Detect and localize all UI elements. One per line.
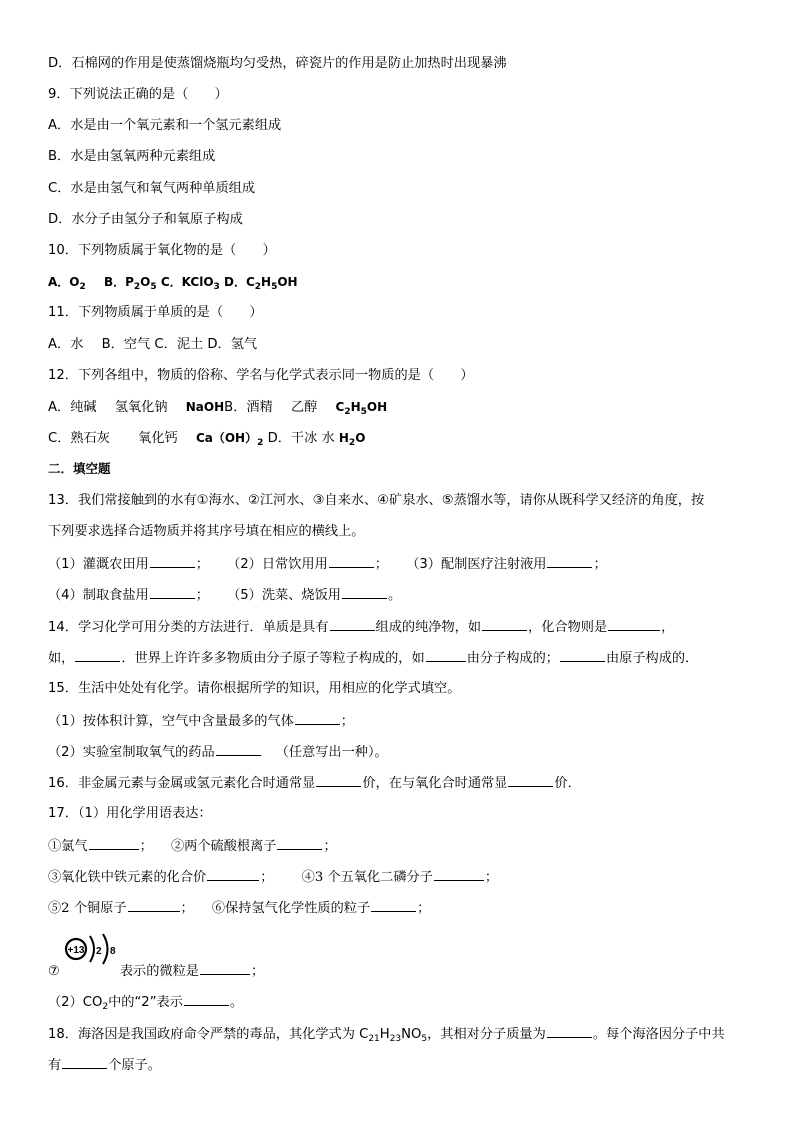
- q13-answer-5[interactable]: [342, 584, 387, 599]
- q13-p1: （1）灌溉农田用: [48, 557, 149, 572]
- q18-s1: 21: [368, 1034, 380, 1044]
- q15-answer-2[interactable]: [216, 741, 261, 756]
- q9-stem-text: 9．下列说法正确的是（ ）: [48, 87, 228, 102]
- q15-p2: （2）实验室制取氧气的药品: [48, 745, 215, 760]
- q8-option-d: [48, 54, 754, 74]
- q14-answer-5[interactable]: [426, 647, 466, 662]
- q13-sep-1: ；: [195, 557, 209, 572]
- q13-stem-2: 下列要求选择合适物质并将其序号填在相应的横线上。: [48, 524, 365, 539]
- q17-sep-5: ；: [180, 901, 194, 916]
- q13-stem-1: 13．我们常接触到的水有①海水、②江河水、③自来水、④矿泉水、⑤蒸馏水等，请你从既科学又经济的角度，按: [48, 493, 705, 508]
- q9-option-d-text: D．水分子由氢分子和氧原子构成: [48, 212, 243, 227]
- q18-line1: [48, 1023, 754, 1045]
- q10-option-c: [160, 275, 220, 292]
- q18-t2: ，其相对分子质量为: [427, 1027, 546, 1042]
- q9-option-a-text: A．水是由一个氧元素和一个氢元素组成: [48, 118, 282, 133]
- q15-part1: [48, 710, 754, 732]
- q17-p2-sub: 2: [102, 1002, 109, 1012]
- q10-options: [48, 272, 754, 292]
- q17-answer-3[interactable]: [207, 866, 259, 881]
- q13-end: 。: [387, 588, 402, 603]
- q12-d-s1: 2: [348, 438, 356, 448]
- q15-part2: [48, 741, 754, 763]
- q14-t5: 如，: [48, 651, 75, 666]
- q8-option-d-text: D．石棉网的作用是使蒸馏烧瓶均匀受热，碎瓷片的作用是防止加热时出现暴沸: [48, 56, 507, 71]
- q11-stem: [48, 303, 754, 323]
- q14-answer-1[interactable]: [330, 616, 375, 631]
- q10-b-label: B．P: [103, 275, 134, 289]
- q18-answer-2[interactable]: [62, 1054, 107, 1069]
- q10-b-mid: O: [140, 275, 151, 289]
- q10-stem: [48, 241, 754, 261]
- q15-answer-1[interactable]: [295, 710, 340, 725]
- q18-t1: 18．海洛因是我国政府命令严禁的毒品，其化学式为 C: [48, 1027, 369, 1042]
- q17-items-3-4: [48, 866, 754, 888]
- q12-b-f1: C: [335, 400, 345, 414]
- q13-answer-4[interactable]: [150, 584, 195, 599]
- q17-i1: ①氯气: [48, 839, 88, 854]
- q12-d-f2: O: [355, 431, 366, 445]
- q18-t4: 有: [48, 1058, 62, 1073]
- q13-p5: （5）洗菜、烧饭用: [227, 588, 341, 603]
- q15-stem-text: 15．生活中处处有化学。请你根据所学的知识，用相应的化学式填空。: [48, 681, 461, 696]
- q11-option-d: D．氢气: [207, 337, 258, 352]
- q12-a-name: 氢氧化钠: [114, 400, 168, 415]
- q12-d-name: 水: [321, 431, 335, 446]
- q12-stem-text: 12．下列各组中，物质的俗称、学名与化学式表示同一物质的是（ ）: [48, 368, 474, 383]
- q9-option-c-text: C．水是由氢气和氧气两种单质组成: [48, 181, 256, 196]
- q16-answer-1[interactable]: [316, 772, 361, 787]
- q9-stem: [48, 85, 754, 105]
- q17-i7-text: 表示的微粒是: [119, 964, 199, 979]
- q17-answer-5[interactable]: [128, 897, 180, 912]
- q17-answer-6[interactable]: [371, 897, 416, 912]
- q12-stem: [48, 366, 754, 386]
- q18-t3: 。每个海洛因分子中共: [592, 1027, 725, 1042]
- q11-option-b: B．空气: [101, 337, 151, 352]
- q17-sep-4: ；: [484, 870, 499, 885]
- q13-sep-2: ；: [374, 557, 388, 572]
- q17-sep-3: ；: [260, 870, 274, 885]
- q17-end: 。: [229, 995, 244, 1010]
- q18-s3: 5: [421, 1034, 428, 1044]
- q17-i6: ⑥保持氢气化学性质的粒子: [211, 901, 371, 916]
- q14-t7: 由分子构成的；: [466, 651, 559, 666]
- q15-p1: （1）按体积计算，空气中含量最多的气体: [48, 714, 294, 729]
- q14-t2: 组成的纯净物，如: [375, 620, 482, 635]
- q10-a-label: A．O: [48, 275, 80, 289]
- q17-answer-4[interactable]: [434, 866, 484, 881]
- q13-answer-1[interactable]: [150, 553, 195, 568]
- q11-option-a: A．水: [48, 337, 84, 352]
- q9-option-b: [48, 147, 754, 167]
- q12-options-cd: [48, 428, 754, 449]
- q12-d-common: D．干冰: [267, 431, 318, 446]
- q17-answer-8[interactable]: [184, 991, 229, 1006]
- q13-sep-3: ；: [593, 557, 607, 572]
- q12-b-name: 乙醇: [290, 400, 318, 415]
- q12-c-formula: [195, 431, 264, 448]
- q10-option-a: [48, 275, 86, 292]
- q9-option-b-text: B．水是由氢氧两种元素组成: [48, 149, 216, 164]
- q12-b-formula: [335, 400, 388, 417]
- q13-parts-4-5: [48, 584, 754, 606]
- q9-option-c: [48, 179, 754, 199]
- q13-stem-line1: [48, 491, 754, 511]
- q12-b-f3: OH: [366, 400, 388, 414]
- q13-answer-2[interactable]: [329, 553, 374, 568]
- q11-option-c: C．泥土: [154, 337, 204, 352]
- q12-c-sub: 2: [257, 438, 264, 448]
- q14-answer-3[interactable]: [608, 616, 660, 631]
- q12-b-common: B．酒精: [224, 400, 273, 415]
- q14-t1: 14．学习化学可用分类的方法进行．单质是具有: [48, 620, 329, 635]
- q16-t3: 价．: [554, 776, 581, 791]
- q13-answer-3[interactable]: [547, 553, 592, 568]
- q12-b-s1: 2: [344, 407, 351, 417]
- q17-i4: ④3 个五氧化二磷分子: [301, 870, 433, 885]
- q17-answer-2[interactable]: [277, 835, 322, 850]
- q14-answer-2[interactable]: [482, 616, 527, 631]
- q13-sep-4: ；: [195, 588, 209, 603]
- q17-item-7: [48, 960, 754, 982]
- q17-answer-7[interactable]: [200, 960, 250, 975]
- q10-d-sub1: 2: [254, 282, 262, 292]
- q17-sep-7: ；: [250, 964, 265, 979]
- q18-line2: [48, 1054, 754, 1076]
- q17-answer-1[interactable]: [89, 835, 139, 850]
- q9-option-a: [48, 116, 754, 136]
- q12-a-common: A．纯碱: [48, 400, 97, 415]
- q10-d-end: OH: [277, 275, 298, 289]
- q10-b-sub1: 2: [133, 282, 141, 292]
- q12-c-f: Ca（OH）: [195, 431, 258, 445]
- q13-parts-1-3: [48, 553, 754, 575]
- q15-stem: [48, 679, 754, 699]
- q14-t3: ，化合物则是: [528, 620, 608, 635]
- q10-d-sub2: 5: [271, 282, 278, 292]
- q16-t1: 16．非金属元素与金属或氢元素化合时通常显: [48, 776, 316, 791]
- q10-option-b: [103, 275, 157, 292]
- q17-i3: ③氧化铁中铁元素的化合价: [48, 870, 207, 885]
- q11-stem-text: 11．下列物质属于单质的是（ ）: [48, 305, 263, 320]
- q16-line: [48, 772, 754, 794]
- q14-t6: ．世界上许许多多物质由分子原子等粒子构成的，如: [121, 651, 425, 666]
- q10-stem-text: 10．下列物质属于氧化物的是（ ）: [48, 243, 276, 258]
- q17-sep-1: ；: [139, 839, 153, 854]
- q18-s2: 23: [389, 1034, 402, 1044]
- q14-t4: ，: [661, 620, 675, 635]
- q14-answer-4[interactable]: [75, 647, 120, 662]
- q17-p2-a: （2）CO: [48, 995, 103, 1010]
- q12-b-f2: H: [350, 400, 361, 414]
- q14-t8: 由原子构成的．: [606, 651, 699, 666]
- q12-d-formula: [338, 431, 366, 448]
- q10-a-sub: 2: [79, 282, 86, 292]
- q17-stem: [48, 804, 754, 824]
- q18-answer-1[interactable]: [547, 1023, 592, 1038]
- q17-items-1-2: [48, 835, 754, 857]
- q15-p2-note: （任意写出一种）。: [275, 745, 388, 760]
- q11-options: [48, 335, 754, 355]
- q17-i7-num: ⑦: [48, 964, 60, 979]
- q12-b-s2: 5: [360, 407, 367, 417]
- q13-stem-line2: [48, 522, 754, 542]
- q10-d-label: D．C: [223, 275, 255, 289]
- q17-sep-2: ；: [323, 839, 337, 854]
- q13-p3: （3）配制医疗注射液用: [406, 557, 547, 572]
- q12-d-f1: H: [338, 431, 349, 445]
- q17-i5: ⑤2 个铜原子: [48, 901, 127, 916]
- q10-b-sub2: 5: [150, 282, 157, 292]
- q17-items-5-6: [48, 897, 754, 919]
- q12-a-formula: NaOH: [185, 400, 225, 414]
- q13-p2: （2）日常饮用用: [227, 557, 328, 572]
- q13-p4: （4）制取食盐用: [48, 588, 149, 603]
- q16-answer-2[interactable]: [508, 772, 553, 787]
- q10-option-d: [223, 275, 298, 292]
- q10-c-sub: 3: [213, 282, 220, 292]
- q14-line1: [48, 616, 754, 638]
- nucleus-charge: +13: [67, 945, 85, 956]
- q18-f3: NO: [401, 1027, 422, 1042]
- q17-p2-b: 中的“2”表示: [108, 995, 183, 1010]
- q10-c-label: C．KClO: [160, 275, 214, 289]
- q17-i2: ②两个硫酸根离子: [170, 839, 277, 854]
- q18-t5: 个原子。: [108, 1058, 161, 1073]
- q16-t2: 价，在与氧化合时通常显: [362, 776, 508, 791]
- q10-d-mid: H: [261, 275, 272, 289]
- q12-c-name: 氧化钙: [138, 431, 178, 446]
- section2-title: 二．填空题: [48, 461, 111, 476]
- q18-f2: H: [379, 1027, 390, 1042]
- q12-c-common: C．熟石灰: [48, 431, 110, 446]
- q15-sep: ；: [340, 714, 354, 729]
- shell-1-electrons: 2: [96, 946, 102, 957]
- q9-option-d: [48, 210, 754, 230]
- q14-line2: [48, 647, 754, 669]
- q12-options-ab: [48, 397, 754, 418]
- q17-stem-text: 17．（1）用化学用语表达：: [48, 806, 212, 821]
- electron-shell-arc-1: [90, 936, 94, 962]
- q14-answer-6[interactable]: [560, 647, 605, 662]
- q17-part2: [48, 991, 754, 1013]
- q17-sep-6: ；: [417, 901, 431, 916]
- shell-2-electrons: 8: [110, 946, 116, 957]
- section-title-fill-in: [48, 459, 754, 479]
